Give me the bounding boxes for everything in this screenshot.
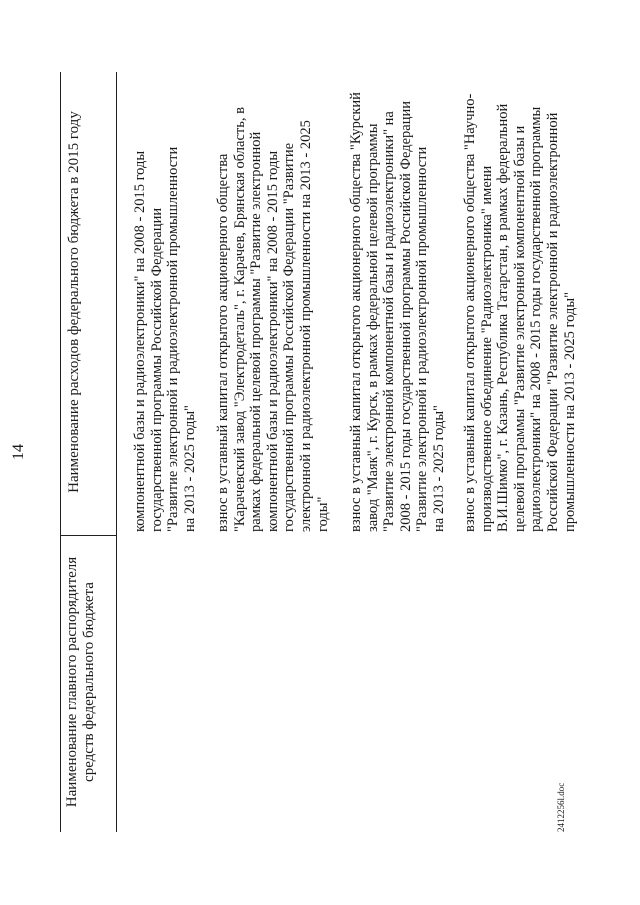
entry-line: 2008 - 2015 годы государственной программы Российской Федерации: [397, 100, 414, 532]
entry-line: рамках федеральной целевой программы "Развитие электронной: [248, 131, 265, 532]
header-top-rule: [60, 72, 61, 832]
entry-line: радиоэлектроники" на 2008 - 2015 годы государственной программы: [528, 106, 545, 532]
header-column-budget-manager-line: Наименование главного распорядителя: [64, 556, 80, 808]
entry-line: Российской Федерации "Развитие электронной и радиоэлектронной: [544, 112, 561, 532]
header-column-expenses: Наименование расходов федерального бюджета в 2015 году: [66, 111, 82, 493]
expense-entry: [132, 82, 198, 532]
entry-line: "Развитие электронной и радиоэлектронной промышленности: [414, 146, 431, 532]
entry-line: компонентной базы и радиоэлектроники" на 2008 - 2015 годы: [132, 150, 148, 532]
header-bottom-rule: [116, 72, 117, 832]
rotated-content: [10, 72, 580, 832]
entry-line: промышленности на 2013 - 2025 годы": [561, 291, 578, 532]
entry-line: взнос в уставный капитал открытого акционерного общества "Курский: [348, 92, 364, 532]
header-column-budget-manager-line: средств федерального бюджета: [81, 582, 97, 782]
entry-line: годы": [314, 496, 331, 532]
entry-line: В.И.Шимко", г. Казань, Республика Татарстан, в рамках федеральной: [495, 103, 512, 532]
entry-line: на 2013 - 2025 годы": [181, 405, 198, 532]
expense-entry: [215, 82, 331, 532]
entry-line: "Развитие электронной компонентной базы и радиоэлектроники" на: [381, 111, 398, 532]
entry-line: компонентной базы и радиоэлектроники" на 2008 - 2015 годы: [264, 150, 281, 532]
entry-line: завод "Маяк", г. Курск, в рамках федеральной целевой программы: [364, 123, 381, 532]
entry-line: "Карачевский завод "Электродеталь", г. Карачев, Брянская область, в: [231, 107, 248, 532]
document-reference: 2412256l.doc: [556, 782, 566, 832]
entry-line: электронной и радиоэлектронной промышленности на 2013 - 2025: [297, 120, 314, 532]
entry-line: взнос в уставный капитал открытого акционерного общества "Научно-: [462, 93, 478, 532]
entry-line: взнос в уставный капитал открытого акционерного общества: [215, 153, 231, 532]
entry-line: государственной программы Российской Федерации "Развитие: [281, 142, 298, 532]
entry-line: производственное объединение "Радиоэлектроника" имени: [478, 165, 495, 532]
expense-entry: [462, 82, 578, 532]
entry-line: "Развитие электронной и радиоэлектронной промышленности: [165, 146, 182, 532]
entry-line: целевой программы "Развитие электронной компонентной базы и: [511, 125, 528, 532]
header-column-budget-manager: [64, 536, 112, 828]
entry-line: на 2013 - 2025 годы": [430, 405, 447, 532]
expense-entry: [348, 82, 448, 532]
page-number: 14: [10, 444, 27, 460]
entry-line: государственной программы Российской Федерации: [148, 207, 165, 532]
